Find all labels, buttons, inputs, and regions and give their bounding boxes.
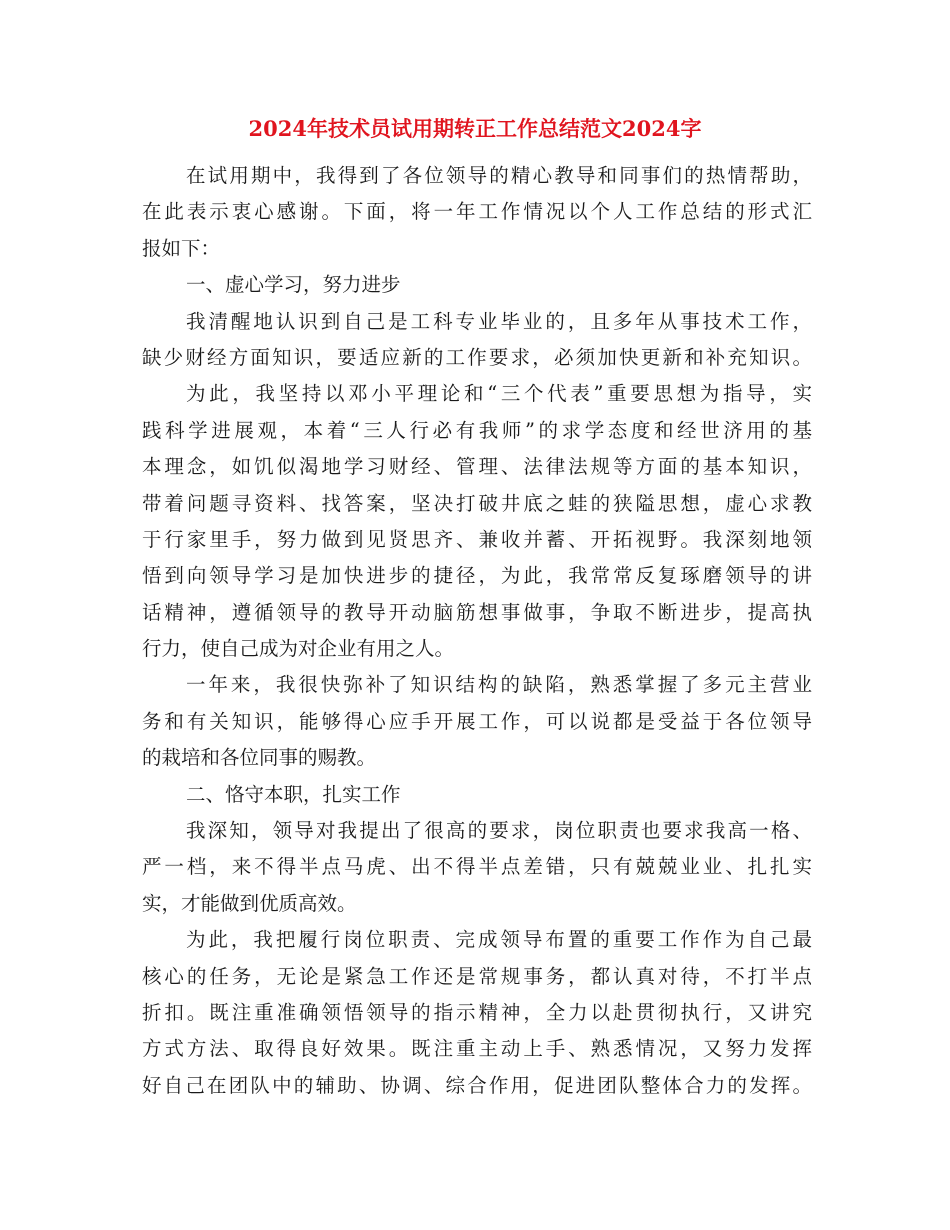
text-line: 严一档，来不得半点马虎、出不得半点差错，只有兢兢业业、扎扎实	[142, 855, 812, 879]
document-body	[142, 158, 812, 1104]
text-line: 本理念，如饥似渴地学习财经、管理、法律法规等方面的基本知识，	[142, 455, 812, 479]
text-line: 话精神，遵循领导的教导开动脑筋想事做事，争取不断进步，提高执	[142, 600, 812, 624]
text-line: 行力，使自己成为对企业有用之人。	[142, 637, 455, 661]
text-line: 为此，我坚持以邓小平理论和“三个代表”重要思想为指导，实	[186, 382, 812, 406]
text-line: 我清醒地认识到自己是工科专业毕业的，且多年从事技术工作，	[186, 309, 812, 333]
text-line: 的栽培和各位同事的赐教。	[142, 746, 377, 770]
text-line: 带着问题寻资料、找答案，坚决打破井底之蛙的狭隘思想，虚心求教	[142, 491, 812, 515]
text-line: 报如下：	[142, 236, 221, 260]
document-title: 2024年技术员试用期转正工作总结范文2024字	[248, 116, 702, 141]
text-line: 缺少财经方面知识，要适应新的工作要求，必须加快更新和补充知识。	[142, 345, 812, 369]
text-line: 悟到向领导学习是加快进步的捷径，为此，我常常反复琢磨领导的讲	[142, 564, 812, 588]
text-line: 于行家里手，努力做到见贤思齐、兼收并蓄、开拓视野。我深刻地领	[142, 527, 812, 551]
text-line: 在试用期中，我得到了各位领导的精心教导和同事们的热情帮助，	[186, 164, 812, 187]
text-line: 折扣。既注重准确领悟领导的指示精神，全力以赴贯彻执行，又讲究	[142, 1000, 812, 1024]
text-line: 践科学进展观，本着“三人行必有我师”的求学态度和经世济用的基	[142, 418, 812, 442]
text-line: 二、恪守本职，扎实工作	[186, 782, 401, 806]
text-line: 为此，我把履行岗位职责、完成领导布置的重要工作作为自己最	[186, 928, 812, 952]
text-line: 实，才能做到优质高效。	[142, 891, 357, 915]
text-line: 我深知，领导对我提出了很高的要求，岗位职责也要求我高一格、	[186, 819, 812, 843]
text-line: 一、虚心学习，努力进步	[186, 273, 401, 297]
text-line: 核心的任务，无论是紧急工作还是常规事务，都认真对待，不打半点	[142, 964, 812, 988]
text-line: 务和有关知识，能够得心应手开展工作，可以说都是受益于各位领导	[142, 709, 812, 733]
text-line: 好自己在团队中的辅助、协调、综合作用，促进团队整体合力的发挥。	[142, 1073, 812, 1097]
text-line: 在此表示衷心感谢。下面，将一年工作情况以个人工作总结的形式汇	[142, 200, 812, 224]
text-line: 一年来，我很快弥补了知识结构的缺陷，熟悉掌握了多元主营业	[186, 673, 812, 697]
text-line: 方式方法、取得良好效果。既注重主动上手、熟悉情况，又努力发挥	[142, 1037, 812, 1061]
